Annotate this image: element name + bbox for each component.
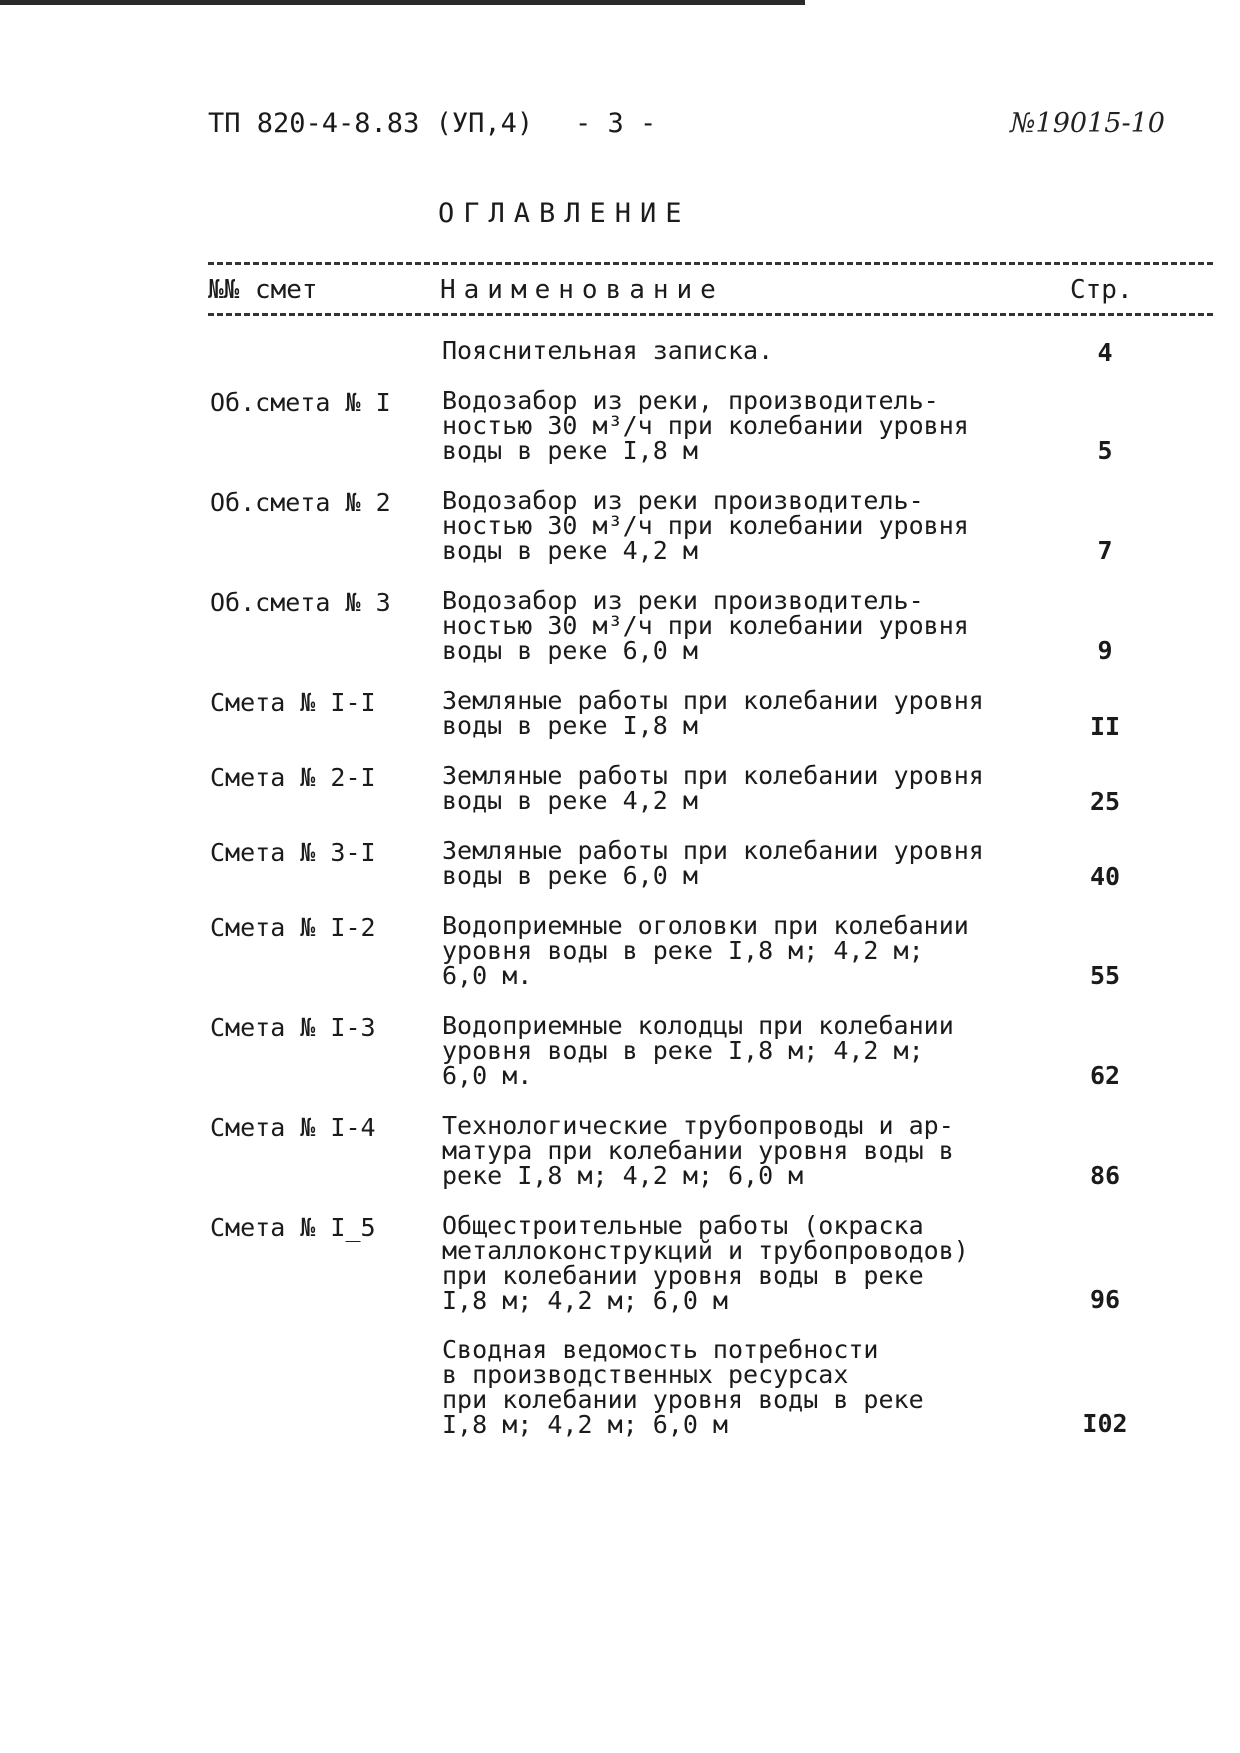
toc-row-description: Технологические трубопроводы и ар- матура при колебании уровня воды в реке I,8 м; 4,2 м; 6,0 м [442, 1111, 954, 1190]
toc-row-code: Об.смета № 3 [210, 588, 391, 617]
toc-row-description: Общестроительные работы (окраска металлоконструкций и трубопроводов) при колебании уровня воды в реке I,8 м; 4,2 м; 6,0 м [442, 1211, 969, 1315]
header-top-dashed-rule [208, 262, 1213, 265]
toc-row-code: Смета № I-4 [210, 1113, 376, 1142]
handwritten-registration-number: №19015-10 [1010, 108, 1165, 139]
toc-row-description: Водозабор из реки производитель- ностью 30 м³/ч при колебании уровня воды в реке 4,2 м [442, 486, 969, 565]
toc-row-code: Смета № I-I [210, 688, 376, 717]
toc-row-page: 55 [1089, 961, 1121, 990]
column-header-page: Стр. [1070, 275, 1133, 305]
toc-row-description: Пояснительная записка. [442, 336, 774, 365]
toc-row-page: 25 [1089, 787, 1121, 816]
toc-row-description: Водозабор из реки производитель- ностью 30 м³/ч при колебании уровня воды в реке 6,0 м [442, 586, 969, 665]
toc-row-page: I02 [1082, 1409, 1128, 1438]
toc-row-description: Водозабор из реки, производитель- ностью 30 м³/ч при колебании уровня воды в реке I,8 м [442, 386, 969, 465]
toc-row-code: Смета № 3-I [210, 838, 376, 867]
toc-row-page: II [1089, 712, 1121, 741]
toc-row-description: Водоприемные колодцы при колебании уровня воды в реке I,8 м; 4,2 м; 6,0 м. [442, 1011, 954, 1090]
toc-row-description: Земляные работы при колебании уровня воды в реке 4,2 м [442, 761, 984, 815]
toc-row-code: Смета № I_5 [210, 1213, 376, 1242]
toc-row-code: Об.смета № 2 [210, 488, 391, 517]
toc-row-page: 40 [1089, 862, 1121, 891]
scan-top-edge-line [0, 0, 805, 5]
toc-row-code: Смета № I-2 [210, 913, 376, 942]
toc-row-code: Смета № 2-I [210, 763, 376, 792]
document-code: ТП 820-4-8.83 (УП,4) [208, 108, 534, 139]
page-number: - 3 - [575, 108, 657, 139]
toc-row-page: 9 [1097, 636, 1113, 665]
toc-row-code: Смета № I-3 [210, 1013, 376, 1042]
toc-row-page: 7 [1097, 536, 1113, 565]
toc-row-description: Земляные работы при колебании уровня воды в реке I,8 м [442, 686, 984, 740]
toc-title: ОГЛАВЛЕНИЕ [438, 198, 691, 229]
header-bottom-dashed-rule [208, 313, 1213, 316]
toc-row-code: Об.смета № I [210, 388, 391, 417]
toc-row-page: 86 [1089, 1161, 1121, 1190]
toc-row-page: 62 [1089, 1061, 1121, 1090]
toc-row-page: 4 [1097, 338, 1113, 367]
toc-row-description: Водоприемные оголовки при колебании уровня воды в реке I,8 м; 4,2 м; 6,0 м. [442, 911, 969, 990]
toc-row-page: 5 [1097, 436, 1113, 465]
toc-row-description: Земляные работы при колебании уровня воды в реке 6,0 м [442, 836, 984, 890]
column-header-name: Наименование [440, 275, 724, 305]
column-header-number: №№ смет [208, 275, 318, 305]
toc-row-page: 96 [1089, 1285, 1121, 1314]
toc-row-description: Сводная ведомость потребности в производственных ресурсах при колебании уровня воды в реке I,8 м; 4,2 м; 6,0 м [442, 1335, 924, 1439]
